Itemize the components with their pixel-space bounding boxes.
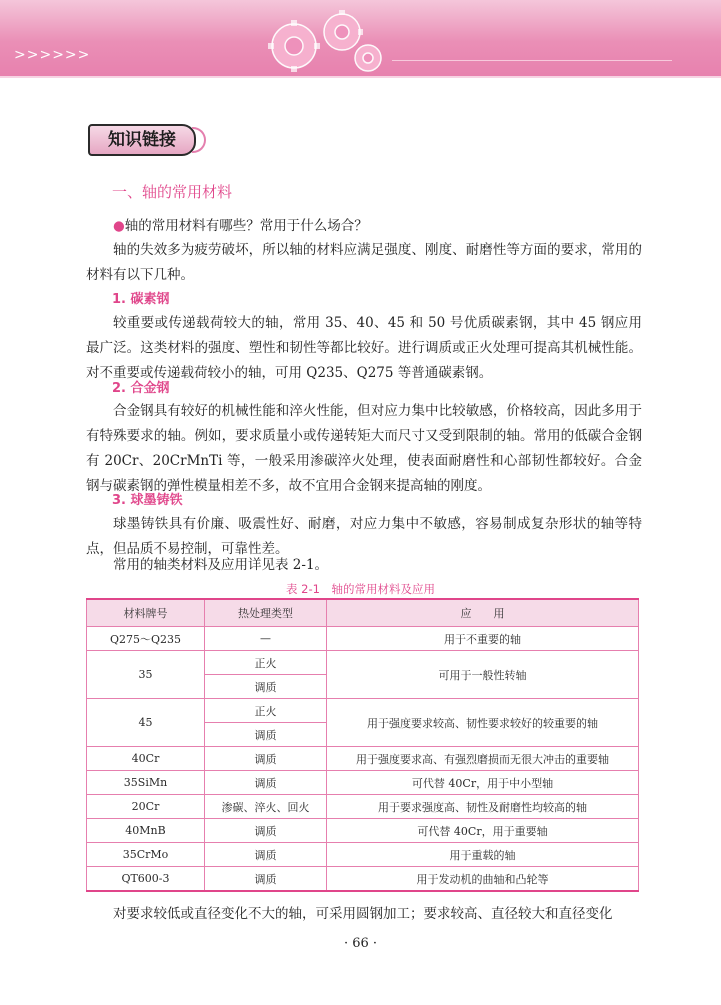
paragraph-alloy-steel: 合金钢具有较好的机械性能和淬火性能，但对应力集中比较敏感，价格较高，因此多用于有特殊要求的轴。例如，要求质量小或传递转矩大而尺寸又受到限制的轴。常用的低碳合金钢有 20Cr、20CrMnTi 等，一般采用渗碳淬火处理，使表面耐磨性和心部韧性都较好。合金钢与碳素钢的弹性模量相差不多，故不宜用合金钢来提高轴的刚度。 [86,403,642,494]
cell-treatment: 正火 [205,651,327,675]
cell-use: 用于发动机的曲轴和凸轮等 [327,867,639,892]
paragraph-carbon-steel: 较重要或传递载荷较大的轴，常用 35、40、45 和 50 号优质碳素钢，其中 45 钢应用最广泛。这类材料的强度、塑性和韧性等都比较好。进行调质或正火处理可提高其机械性能。对不重要或传递载荷较小的轴，可用 Q235、Q275 等普通碳素钢。 [86,315,642,381]
cell-use: 可代替 40Cr，用于中小型轴 [327,771,639,795]
cell-material: 35 [87,651,205,699]
heading-carbon-steel: 1. 碳素钢 [112,292,170,307]
section-tag-label: 知识链接 [108,130,176,150]
header-chevrons: >>>>>> [14,47,91,63]
gears-icon [262,8,392,76]
table-row [87,771,639,795]
cell-use: 用于强度要求较高、韧性要求较好的较重要的轴 [327,699,639,747]
paragraph-ductile-iron: 球墨铸铁具有价廉、吸震性好、耐磨，对应力集中不敏感，容易制成复杂形状的轴等特点，但品质不易控制，可靠性差。 [86,516,642,557]
heading-ductile-iron: 3. 球墨铸铁 [112,493,183,508]
cell-use: 可代替 40Cr，用于重要轴 [327,819,639,843]
cell-treatment: 正火 [205,699,327,723]
header-material: 材料牌号 [87,599,205,627]
cell-material: 20Cr [87,795,205,819]
heading-alloy-steel: 2. 合金钢 [112,381,170,396]
bullet-icon: ● [113,218,125,234]
heading-main: 一、轴的常用材料 [112,183,233,201]
cell-treatment: 调质 [205,843,327,867]
section-tag [88,124,206,156]
cell-material: Q275～Q235 [87,627,205,651]
table-row [87,627,639,651]
cell-treatment: 渗碳、淬火、回火 [205,795,327,819]
cell-use: 用于强度要求高、有强烈磨损而无很大冲击的重要轴 [327,747,639,771]
cell-use: 用于重载的轴 [327,843,639,867]
cell-treatment: 调质 [205,747,327,771]
cell-material: 40MnB [87,819,205,843]
materials-table [86,598,638,892]
table-row [87,747,639,771]
cell-material: 40Cr [87,747,205,771]
table-row [87,651,639,675]
header-treatment: 热处理类型 [205,599,327,627]
table-row [87,699,639,723]
cell-treatment: 调质 [205,771,327,795]
intro-question [86,214,642,239]
cell-material: 35SiMn [87,771,205,795]
cell-treatment: 调质 [205,675,327,699]
header-thin-line [392,60,672,61]
table-row [87,819,639,843]
table-row [87,867,639,892]
cell-use: 用于不重要的轴 [327,627,639,651]
cell-treatment: — [205,627,327,651]
closing-paragraph: 对要求较低或直径变化不大的轴，可采用圆钢加工；要求较高、直径较大和直径变化 [113,906,613,922]
header-divider [0,76,721,78]
page-number: · 66 · [343,936,378,951]
table-row [87,843,639,867]
table-header-row [87,599,639,627]
cell-treatment: 调质 [205,723,327,747]
header-use: 应 用 [327,599,639,627]
cell-treatment: 调质 [205,819,327,843]
cell-use: 用于要求强度高、韧性及耐磨性均较高的轴 [327,795,639,819]
intro-paragraph: 轴的失效多为疲劳破坏，所以轴的材料应满足强度、刚度、耐磨性等方面的要求，常用的材料有以下几种。 [86,242,642,283]
cell-material: 35CrMo [87,843,205,867]
cell-treatment: 调质 [205,867,327,892]
table-row [87,795,639,819]
intro-question-text: 轴的常用材料有哪些？常用于什么场合？ [124,218,368,234]
table-reference: 常用的轴类材料及应用详见表 2-1。 [113,557,329,573]
cell-use: 可用于一般性转轴 [327,651,639,699]
cell-material: QT600-3 [87,867,205,892]
cell-material: 45 [87,699,205,747]
table-title: 表 2-1 轴的常用材料及应用 [286,582,435,596]
